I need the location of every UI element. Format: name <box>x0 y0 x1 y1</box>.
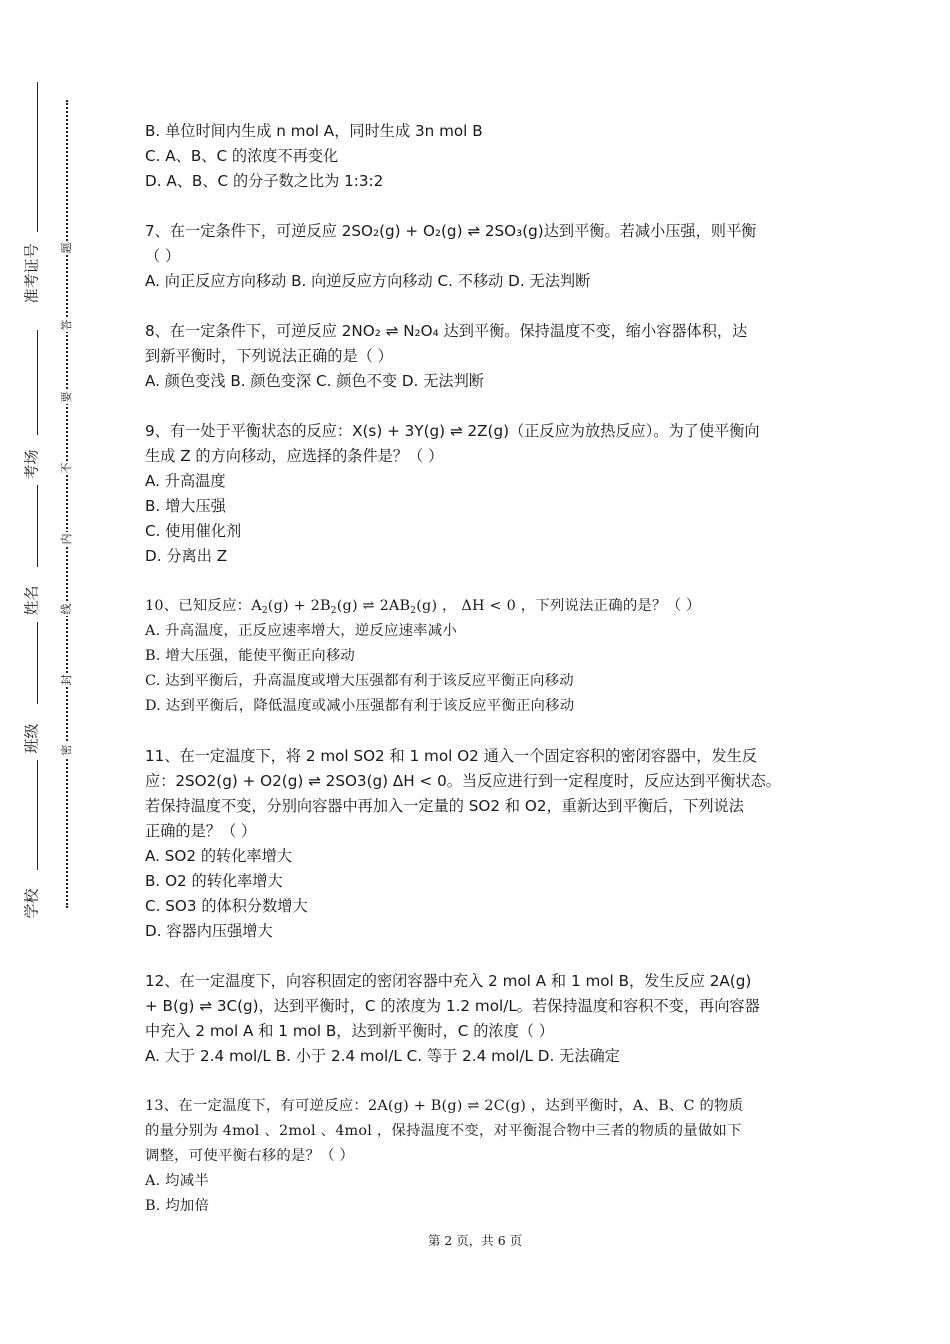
label-class: 班级 <box>22 723 41 754</box>
question-text: 8、在一定条件下，可逆反应 2NO₂ ⇌ N₂O₄ 达到平衡。保持温度不变，缩小容器体积，达 <box>145 322 748 340</box>
option-d: D. 达到平衡后，降低温度或减小压强都有利于该反应平衡正向移动 <box>145 698 575 714</box>
options-row: A. 大于 2.4 mol/L B. 小于 2.4 mol/L C. 等于 2.4 mol/L D. 无法确定 <box>145 1047 620 1065</box>
option-a: A. SO2 的转化率增大 <box>145 847 292 865</box>
question-text: 正确的是？（ ） <box>145 822 257 840</box>
seal-dotted-line <box>66 100 68 908</box>
seal-char: 密 <box>60 744 73 756</box>
question-11 <box>145 744 820 944</box>
seal-char: 要 <box>60 391 73 403</box>
question-7 <box>145 219 820 294</box>
seal-char: 内 <box>60 533 73 545</box>
seal-char: 题 <box>60 242 73 254</box>
question-text: 调整，可使平衡右移的是？（ ） <box>145 1148 355 1164</box>
question-text: 11、在一定温度下，将 2 mol SO2 和 1 mol O2 通入一个固定容积的密闭容器中，发生反 <box>145 747 758 765</box>
option-c: C. A、B、C 的浓度不再变化 <box>145 147 339 165</box>
question-10 <box>145 594 820 719</box>
options-row: A. 向正反应方向移动 B. 向逆反应方向移动 C. 不移动 D. 无法判断 <box>145 272 591 290</box>
question-text: 9、有一处于平衡状态的反应：X(s) + 3Y(g) ⇌ 2Z(g)（正反应为放热反应）。为了使平衡向 <box>145 422 760 440</box>
underline-exam-room <box>37 330 38 435</box>
question-text: 若保持温度不变，分别向容器中再加入一定量的 SO2 和 O2，重新达到平衡后，下列说法 <box>145 797 744 815</box>
question-8 <box>145 319 820 394</box>
underline-exam-number <box>37 82 38 232</box>
question-text: 到新平衡时，下列说法正确的是（ ） <box>145 347 393 365</box>
question-12 <box>145 969 820 1069</box>
seal-char: 封 <box>60 674 73 686</box>
label-school: 学校 <box>22 888 41 919</box>
label-exam-room: 考场 <box>22 449 41 480</box>
label-name: 姓名 <box>22 585 41 616</box>
label-exam-number: 准考证号 <box>22 243 41 304</box>
underline-class <box>37 622 38 704</box>
option-c: C. SO3 的体积分数增大 <box>145 897 308 915</box>
underline-name <box>37 485 38 567</box>
option-a: A. 升高温度 <box>145 472 226 490</box>
question-9 <box>145 419 820 569</box>
options-row: A. 颜色变浅 B. 颜色变深 C. 颜色不变 D. 无法判断 <box>145 372 484 390</box>
option-c: C. 达到平衡后，升高温度或增大压强都有利于该反应平衡正向移动 <box>145 673 574 689</box>
option-d: D. 容器内压强增大 <box>145 922 273 940</box>
option-c: C. 使用催化剂 <box>145 522 242 540</box>
question-6-options <box>145 119 820 194</box>
option-b: B. 增大压强 <box>145 497 226 515</box>
question-text: 生成 Z 的方向移动，应选择的条件是？（ ） <box>145 447 444 465</box>
question-text: + B(g) ⇌ 3C(g)，达到平衡时，C 的浓度为 1.2 mol/L。若保持温度和容积不变，再向容器 <box>145 997 760 1015</box>
option-b: B. 均加倍 <box>145 1198 210 1214</box>
seal-char: 答 <box>60 319 73 331</box>
seal-char: 不 <box>60 462 73 474</box>
option-d: D. A、B、C 的分子数之比为 1:3:2 <box>145 172 384 190</box>
question-text: 12、在一定温度下，向容积固定的密闭容器中充入 2 mol A 和 1 mol B，发生反应 2A(g) <box>145 972 752 990</box>
underline-school <box>37 760 38 870</box>
question-text: 7、在一定条件下，可逆反应 2SO₂(g) + O₂(g) ⇌ 2SO₃(g)达到平衡。若减小压强，则平衡 <box>145 222 757 240</box>
exam-content <box>145 119 820 1219</box>
question-text: 的量分别为 4mol 、2mol 、4mol ，保持温度不变，对平衡混合物中三者的物质的量做如下 <box>145 1123 742 1139</box>
option-d: D. 分离出 Z <box>145 547 228 565</box>
question-text: 10、已知反应：$A_2(g) + 2B_2(g)$ ⇌ $2AB_2(g)$ ， ΔH < 0 ，下列说法正确的是？（ ） <box>145 598 701 616</box>
page-number: 第 2 页，共 6 页 <box>427 1233 523 1248</box>
question-text: 13、在一定温度下，有可逆反应：2A(g) + B(g) ⇌ 2C(g) ，达到平衡时，A、B、C 的物质 <box>145 1098 744 1114</box>
option-b: B. 单位时间内生成 n mol A，同时生成 3n mol B <box>145 122 483 140</box>
question-text: 应：2SO2(g) + O2(g) ⇌ 2SO3(g) ΔH < 0。当反应进行到一定程度时，反应达到平衡状态。 <box>145 772 781 790</box>
option-b: B. O2 的转化率增大 <box>145 872 283 890</box>
option-b: B. 增大压强，能使平衡正向移动 <box>145 648 356 664</box>
option-a: A. 升高温度，正反应速率增大，逆反应速率减小 <box>145 623 457 639</box>
question-text: （ ） <box>145 247 181 265</box>
option-a: A. 均减半 <box>145 1173 209 1189</box>
seal-char: 线 <box>60 603 73 615</box>
question-13 <box>145 1094 820 1219</box>
question-text: 中充入 2 mol A 和 1 mol B，达到新平衡时，C 的浓度（ ） <box>145 1022 554 1040</box>
